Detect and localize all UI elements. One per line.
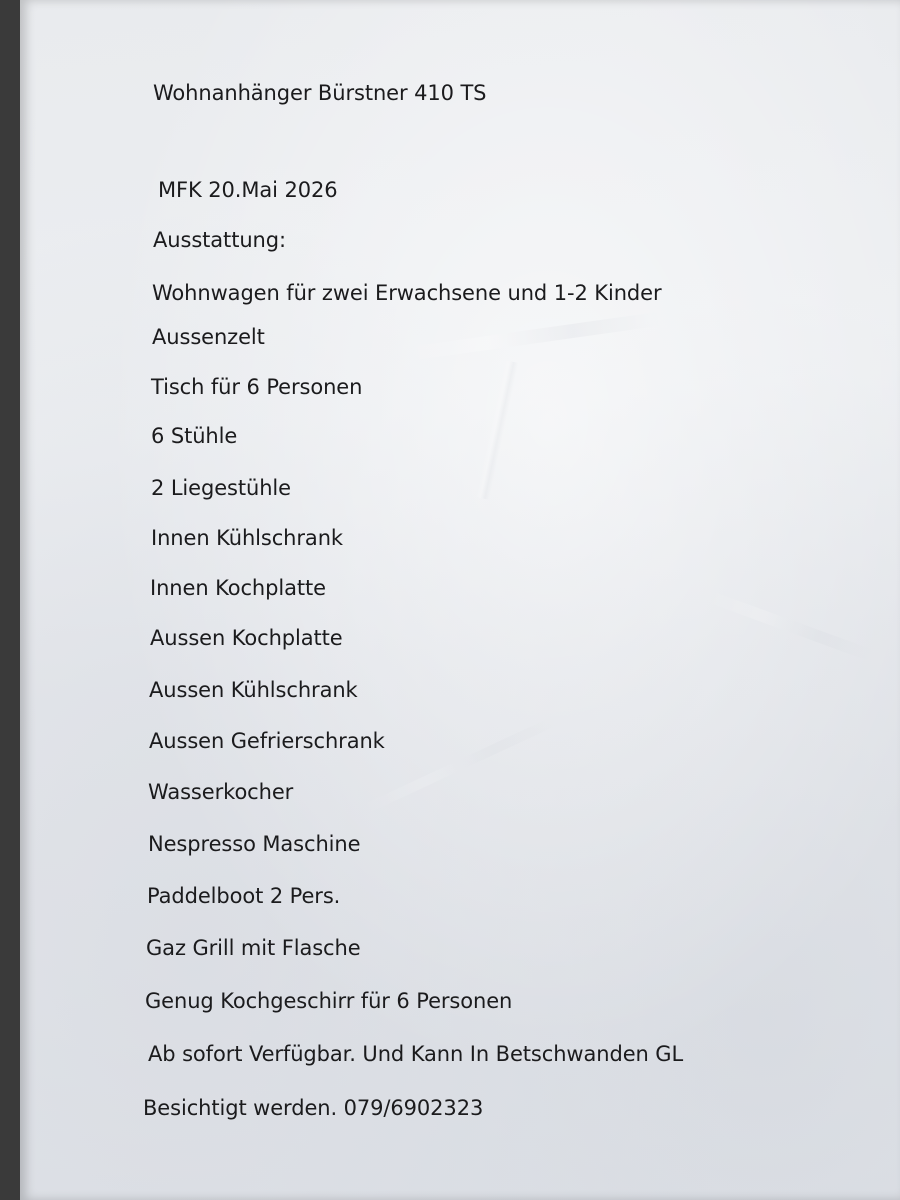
list-item: 6 Stühle [151, 424, 238, 448]
list-item: 2 Liegestühle [151, 476, 291, 500]
availability-text: Ab sofort Verfügbar. Und Kann In Betschwanden GL [148, 1042, 684, 1066]
list-item: Aussen Gefrierschrank [149, 729, 385, 753]
list-item: Gaz Grill mit Flasche [146, 936, 361, 960]
paper-crease [703, 590, 876, 663]
list-item: Innen Kochplatte [150, 576, 326, 600]
list-item: Aussen Kühlschrank [149, 678, 358, 702]
list-item: Aussenzelt [152, 325, 265, 349]
list-item: Aussen Kochplatte [150, 626, 343, 650]
list-item: Genug Kochgeschirr für 6 Personen [145, 989, 513, 1013]
list-item: Paddelboot 2 Pers. [147, 884, 341, 908]
list-item: Wasserkocher [148, 780, 294, 804]
contact-text: Besichtigt werden. 079/6902323 [143, 1096, 484, 1120]
paper-crease [476, 360, 519, 500]
document-title: Wohnanhänger Bürstner 410 TS [153, 81, 487, 105]
list-item: Tisch für 6 Personen [151, 375, 363, 399]
list-item: Innen Kühlschrank [151, 526, 343, 550]
paper-crease [358, 714, 562, 816]
section-heading: Ausstattung: [153, 228, 286, 252]
list-item: Wohnwagen für zwei Erwachsene und 1-2 Kinder [152, 281, 662, 305]
paper-crease [400, 312, 659, 362]
paper-sheet [20, 0, 900, 1200]
list-item: Nespresso Maschine [148, 832, 361, 856]
mfk-date: MFK 20.Mai 2026 [158, 178, 338, 202]
